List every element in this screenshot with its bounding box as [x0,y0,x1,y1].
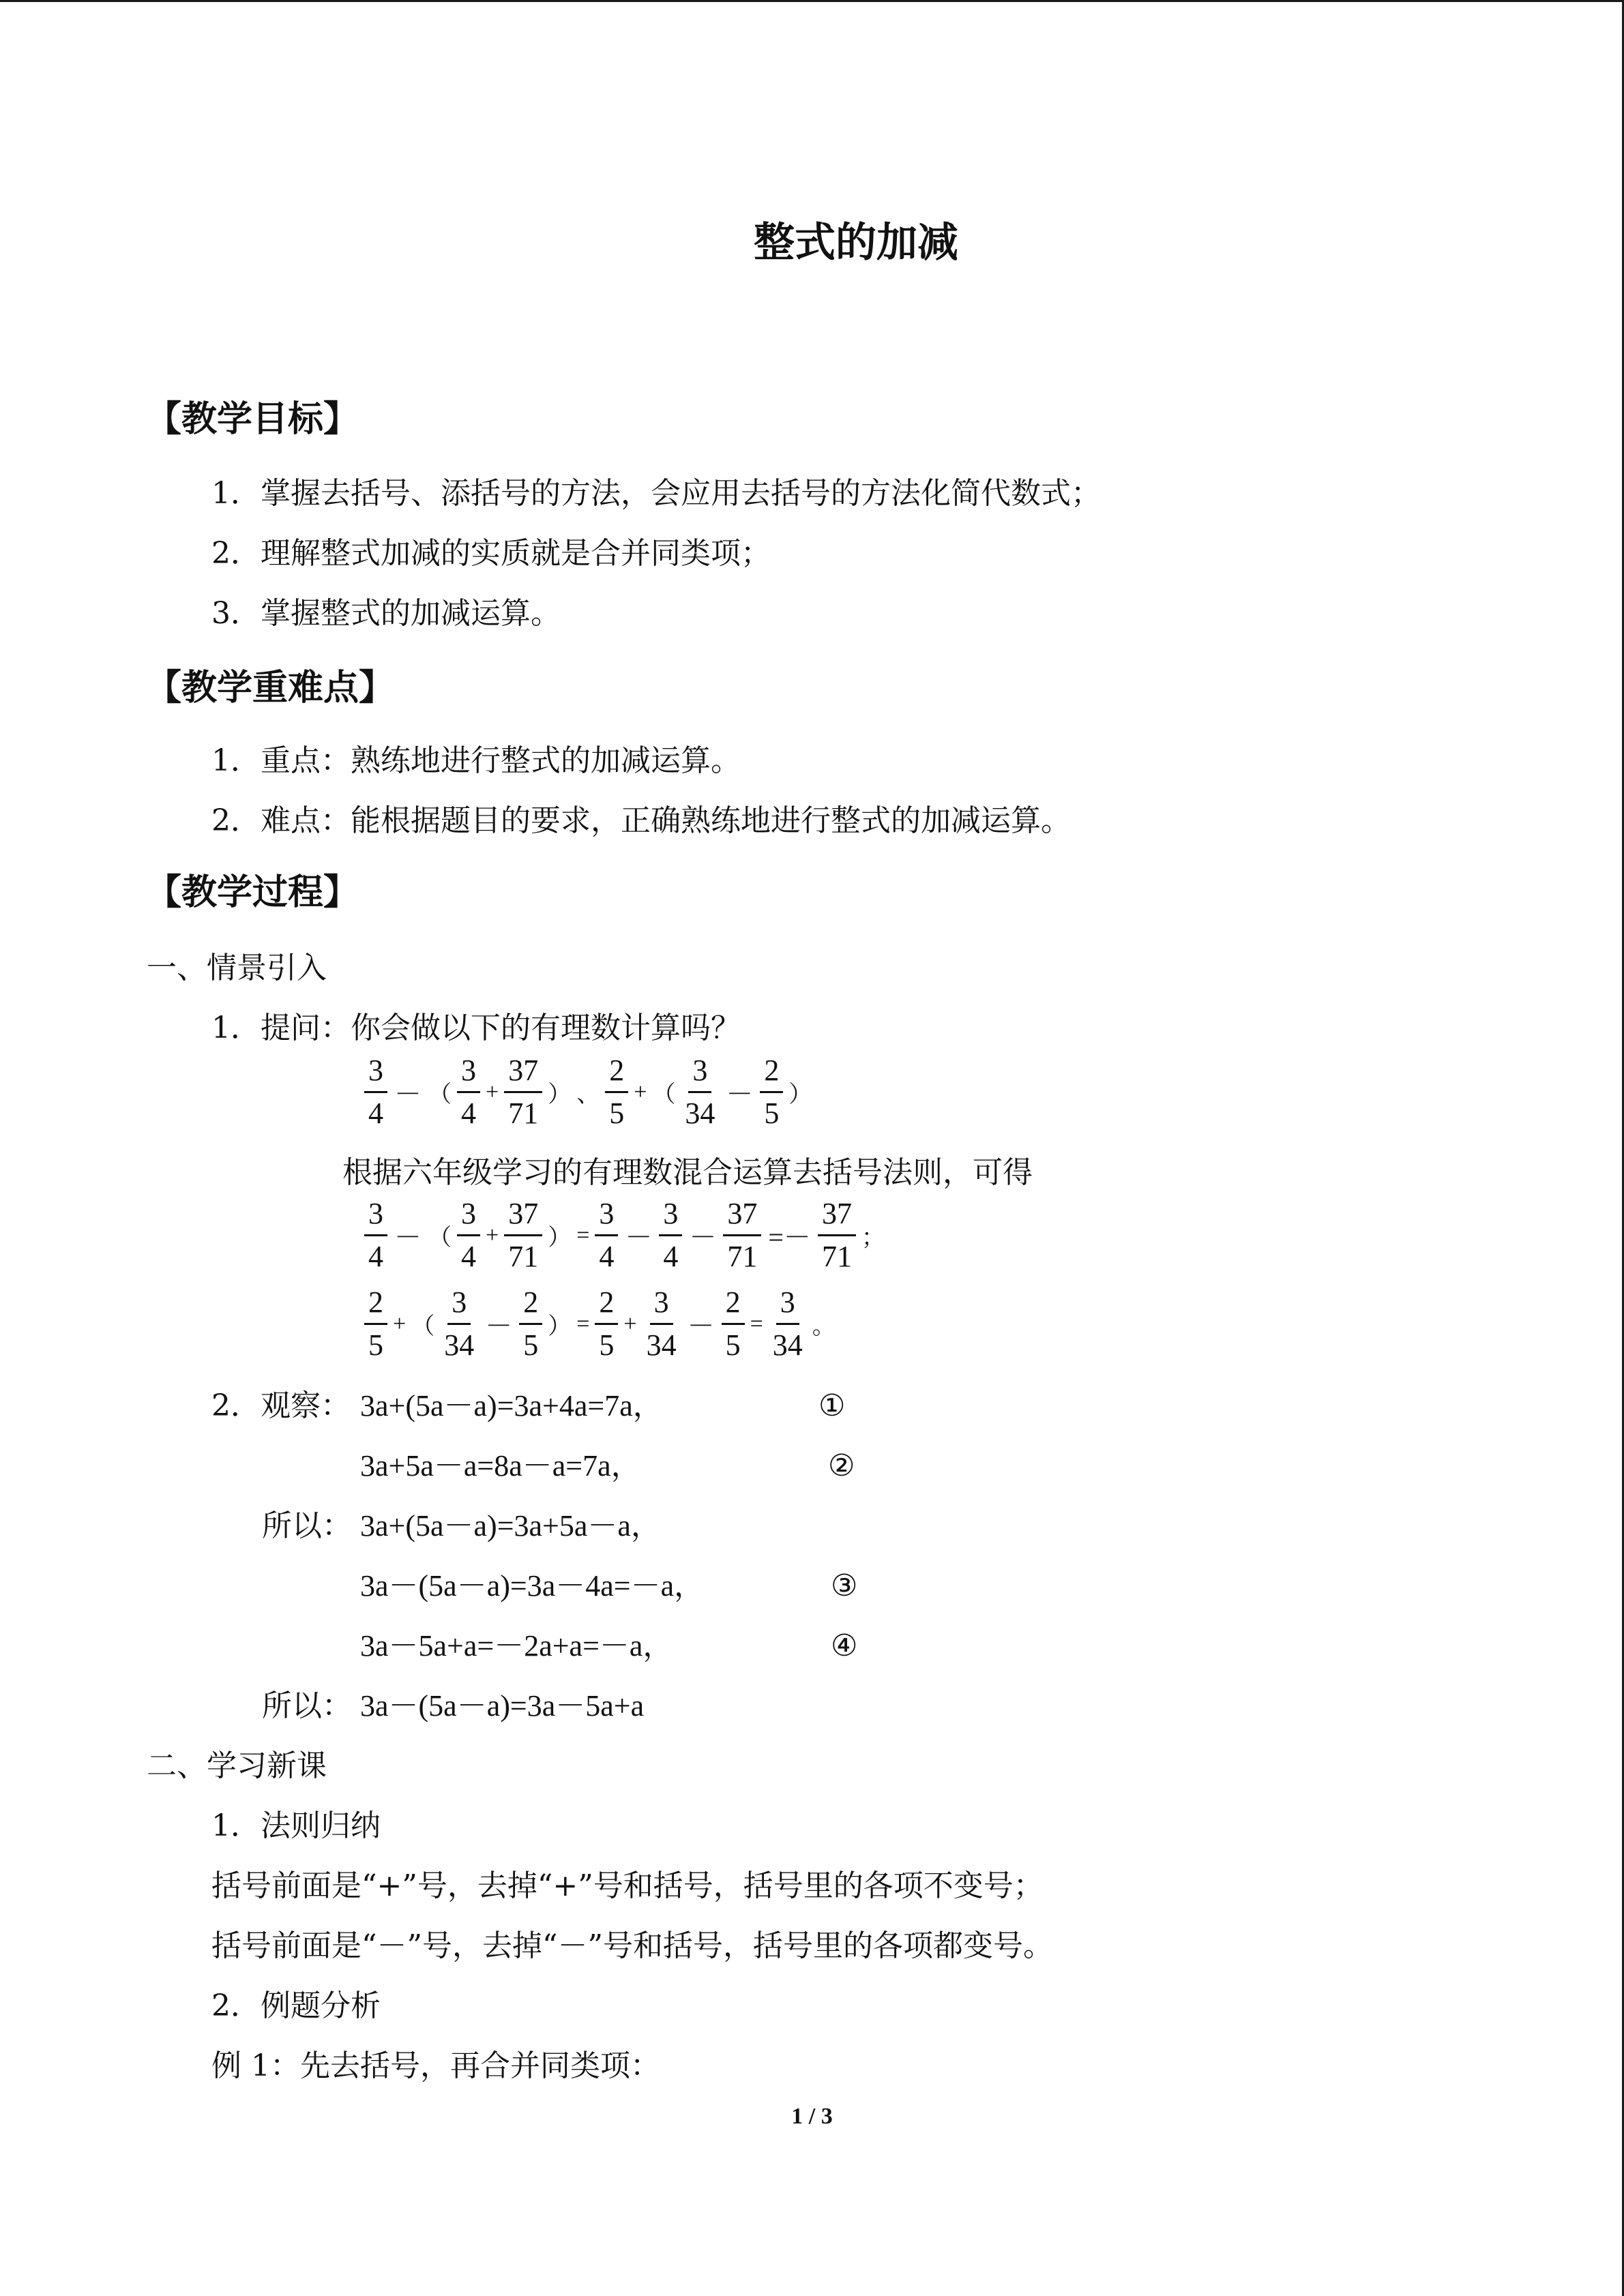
observation-4: 3a－5a+a=－2a+a=－a， [360,1629,673,1663]
key-point-item-1: 1．重点：熟练地进行整式的加减运算。 [211,743,741,778]
so-statement-1: 3a+(5a－a)=3a+5a－a， [360,1509,661,1542]
fraction: $\frac{3}{34}$ [444,1285,475,1362]
section-heading-process: 【教学过程】 [146,872,359,913]
derive-text: 根据六年级学习的有理数混合运算去括号法则，可得 [342,1155,1033,1190]
observation-2: 3a+5a－a=8a－a=7a， [360,1449,641,1482]
fraction: $\frac{37}{71}$ [504,1199,542,1272]
fraction: $\frac{2}{5}$ [364,1287,387,1360]
fraction: $\frac{3}{34}$ [646,1285,677,1362]
fraction: $\frac{37}{71}$ [818,1199,856,1272]
formula-derivation-1: $\frac{3}{4}$ － （ $\frac{3}{4}$ + $\frac{37}{71}$ ） = $\frac{3}{4}$ － $\frac{3}{4}$ － $\frac{37}{71}$ =－ $\frac{37}{71}$ ； [361,1199,887,1272]
observe-label: 2．观察： [211,1388,351,1423]
fraction: $\frac{37}{71}$ [723,1199,761,1272]
circled-mark-2: ② [828,1448,855,1483]
goal-item-1: 1．掌握去括号、添括号的方法，会应用去括号的方法化简代数式； [211,476,1101,511]
rule-1: 括号前面是“+”号，去掉“+”号和括号，括号里的各项不变号； [211,1868,1044,1903]
part2-heading: 二、学习新课 [147,1748,327,1783]
fraction: $\frac{3}{4}$ [595,1199,618,1272]
so-label-1: 所以： [262,1508,352,1543]
example-title: 2．例题分析 [211,1988,381,2023]
example-1: 例 1：先去括号，再合并同类项： [211,2048,660,2083]
fraction: $\frac{3}{4}$ [457,1199,480,1272]
page-indicator: 1 / 3 [791,2104,833,2129]
circled-mark-3: ③ [831,1568,858,1603]
observation-3: 3a－(5a－a)=3a－4a=－a， [360,1569,705,1602]
key-point-item-2: 2．难点：能根据题目的要求，正确熟练地进行整式的加减运算。 [211,803,1071,838]
part1-heading: 一、情景引入 [147,951,327,985]
formula-derivation-2: $\frac{2}{5}$ + （ $\frac{3}{34}$ － $\frac{2}{5}$ ） = $\frac{2}{5}$ + $\frac{3}{34}$ － $\frac{2}{5}$ = $\frac{3}{34}$ 。 [361,1287,838,1360]
fraction: $\frac{3}{34}$ [772,1285,803,1362]
question-text: 1．提问：你会做以下的有理数计算吗？ [211,1011,741,1045]
fraction: $\frac{2}{5}$ [605,1056,628,1129]
fraction: $\frac{3}{4}$ [457,1056,480,1129]
rule-2: 括号前面是“－”号，去掉“－”号和括号，括号里的各项都变号。 [211,1928,1053,1963]
section-heading-key-points: 【教学重难点】 [146,668,395,709]
fraction: $\frac{3}{34}$ [685,1054,715,1130]
fraction: $\frac{2}{5}$ [722,1287,745,1360]
fraction: $\frac{2}{5}$ [519,1287,542,1360]
so-statement-2: 3a－(5a－a)=3a－5a+a [360,1689,645,1723]
so-label-2: 所以： [262,1688,352,1723]
circled-mark-4: ④ [831,1628,858,1663]
goal-item-2: 2．理解整式加减的实质就是合并同类项； [211,536,771,571]
formula-question: $\frac{3}{4}$ － （ $\frac{3}{4}$ + $\frac{37}{71}$ ） 、 $\frac{2}{5}$ + （ $\frac{3}{34}$ － $\frac{2}{5}$ ） [361,1056,814,1129]
fraction: $\frac{3}{4}$ [364,1199,387,1272]
fraction: $\frac{2}{5}$ [760,1056,783,1129]
fraction: $\frac{3}{4}$ [659,1199,682,1272]
fraction: $\frac{3}{4}$ [364,1056,387,1129]
fraction: $\frac{2}{5}$ [595,1287,618,1360]
fraction: $\frac{37}{71}$ [504,1056,542,1129]
observation-1: 3a+(5a－a)=3a+4a=7a， [360,1389,663,1422]
goal-item-3: 3．掌握整式的加减运算。 [211,596,561,631]
rule-title: 1．法则归纳 [211,1808,381,1843]
section-heading-goals: 【教学目标】 [146,399,359,440]
document-title: 整式的加减 [754,219,958,267]
circled-mark-1: ① [818,1388,846,1423]
